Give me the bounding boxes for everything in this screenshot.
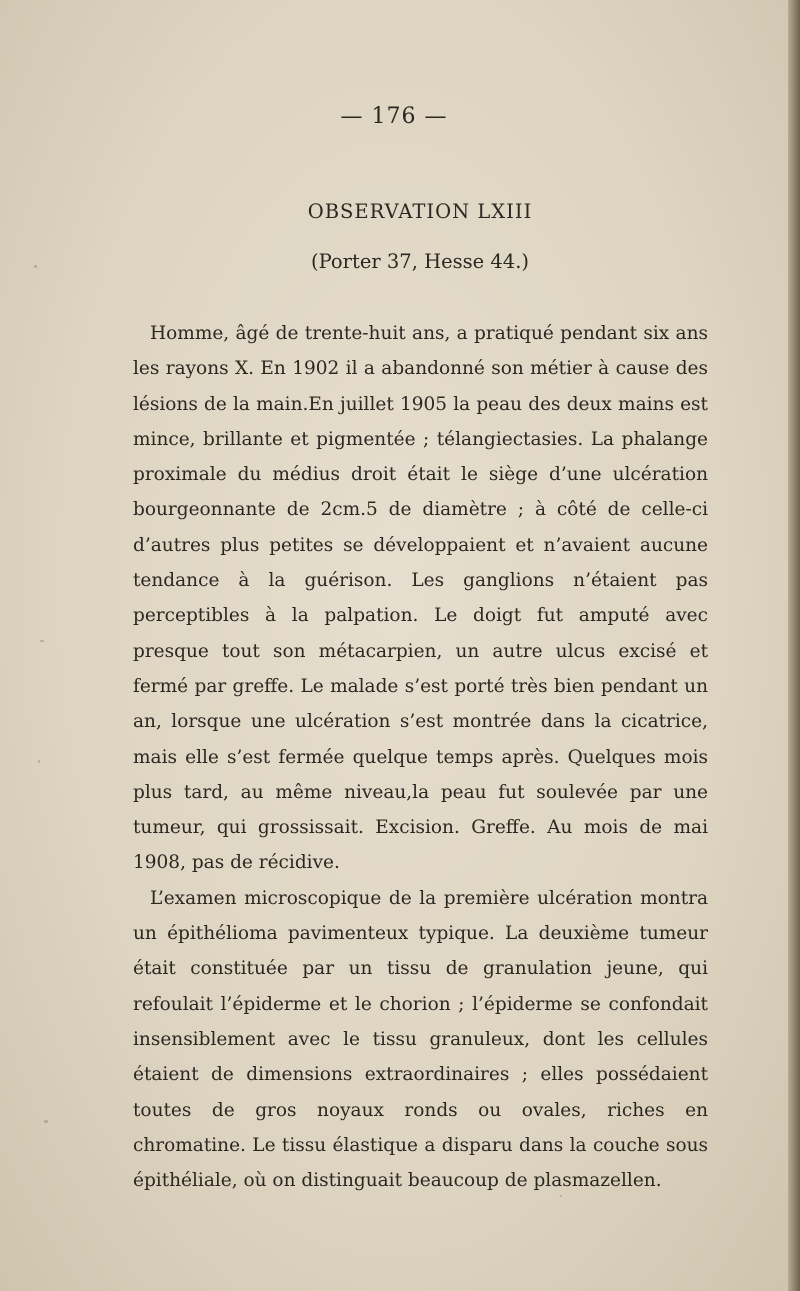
paper-speck [38, 760, 40, 763]
paper-speck [560, 1195, 562, 1197]
page-edge [788, 0, 800, 1291]
paper-speck [44, 1120, 48, 1123]
paper-speck [40, 640, 44, 642]
paper-speck [34, 265, 37, 268]
page-number: — 176 — [340, 104, 448, 129]
body-text [133, 316, 708, 1198]
paragraph-clinical-history: Homme, âgé de trente-huit ans, a pratiqué pendant six ans les rayons X. En 1902 il a abandonné son métier à cause des lésions de la main.En juillet 1905 la peau des deux mains est mince, brillante et pigmentée ; télangiectasies. La phalange proximale du médius droit était le siège d’une ulcération bourgeonnante de 2cm.5 de diamètre ; à côté de celle-ci d’autres plus petites se développaient et n’avaient aucune tendance à la guérison. Les ganglions n’étaient pas perceptibles à la palpation. Le doigt fut amputé avec presque tout son métacarpien, un autre ulcus excisé et fermé par greffe. Le malade s’est porté très bien pendant un an, lorsque une ulcération s’est montrée dans la cicatrice, mais elle s’est fermée quelque temps après. Quelques mois plus tard, au même niveau,la peau fut soulevée par une tumeur, qui grossissait. Excision. Greffe. Au mois de mai 1908, pas de récidive. [133, 323, 708, 874]
observation-title: OBSERVATION LXIII [307, 200, 533, 223]
observation-subtitle: (Porter 37, Hesse 44.) [310, 250, 530, 273]
paragraph-microscopic-exam: L’examen microscopique de la première ulcération montra un épithélioma pavimenteux typique. La deuxième tumeur était constituée par un tissu de granulation jeune, qui refoulait l’épiderme et le chorion ; l’épiderme se confondait insensiblement avec le tissu granuleux, dont les cellules étaient de dimensions extraordinaires ; elles possédaient toutes de gros noyaux ronds ou ovales, riches en chromatine. Le tissu élastique a disparu dans la couche sous épithéliale, où on distinguait beaucoup de plasmazellen. [133, 887, 708, 1192]
